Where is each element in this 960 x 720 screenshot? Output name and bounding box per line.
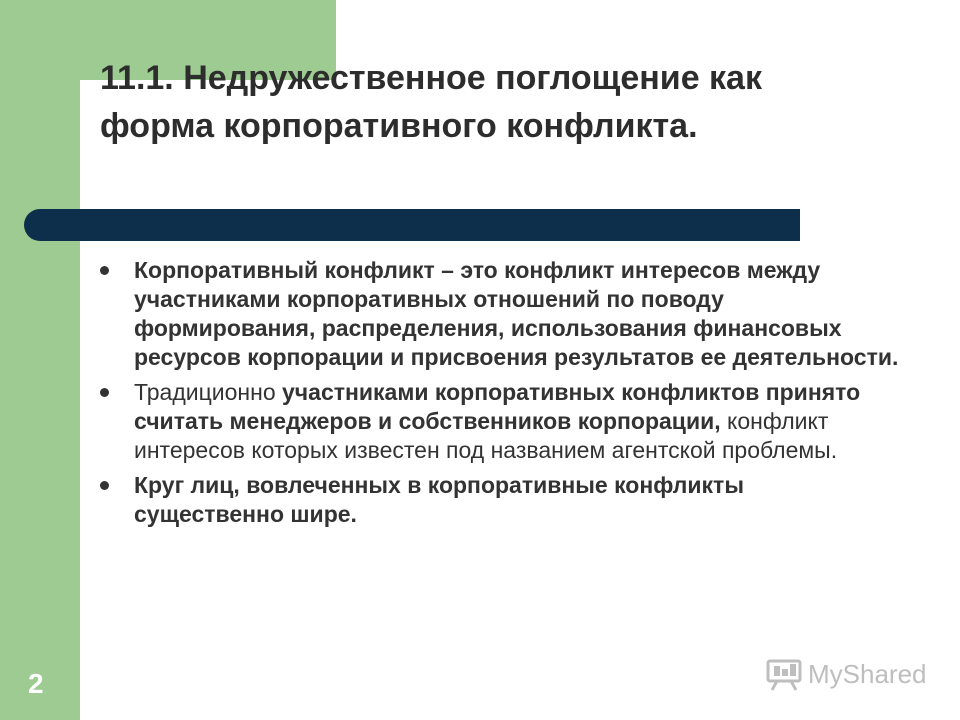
slide-title-line-2: форма корпоративного конфликта. — [100, 107, 698, 145]
green-side-band — [0, 0, 80, 720]
slide-number: 2 — [28, 668, 44, 699]
title-divider-bar — [24, 209, 800, 241]
bullet-dot — [100, 266, 109, 275]
bullet-2-intro: Традиционно — [134, 379, 283, 405]
slide-title — [100, 54, 920, 150]
bullet-item-2 — [100, 378, 900, 465]
bullet-3-text: Круг лиц, вовлеченных в корпоративные конфликты существенно шире. — [134, 472, 744, 527]
presentation-board-icon — [766, 657, 802, 691]
watermark-text: MyShared — [808, 658, 927, 689]
bullet-2-bold: участниками корпоративных конфликтов принято считать менеджеров и собственников корпорации, — [134, 379, 861, 434]
myshared-watermark — [766, 657, 927, 691]
bullet-1-text: Корпоративный конфликт – это конфликт интересов между участниками корпоративных отношений по поводу формирования, распределения, использования финансовых ресурсов корпорации и присвоения результатов ее деятельности. — [134, 257, 899, 370]
bullet-dot — [100, 388, 109, 397]
bullet-2-tail: конфликт интересов которых известен под названием агентской проблемы. — [134, 408, 838, 463]
bullet-item-3 — [100, 471, 900, 529]
bullet-list — [100, 256, 900, 535]
bullet-item-1 — [100, 256, 900, 372]
slide-title-line-1: 11.1. Недружественное поглощение как — [100, 59, 762, 97]
bullet-dot — [100, 481, 109, 490]
